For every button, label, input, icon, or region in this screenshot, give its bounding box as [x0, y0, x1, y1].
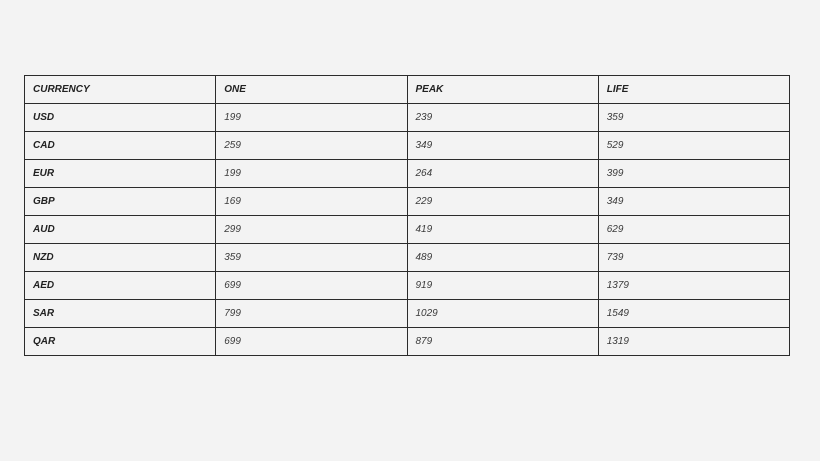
peak-price-cell: 349: [407, 132, 598, 160]
peak-price-cell: 419: [407, 216, 598, 244]
life-price-cell: 1319: [598, 328, 789, 356]
one-price-cell: 699: [216, 328, 407, 356]
currency-cell: EUR: [25, 160, 216, 188]
peak-price-cell: 264: [407, 160, 598, 188]
currency-price-table: [24, 75, 790, 356]
table-row: [25, 104, 790, 132]
life-price-cell: 1379: [598, 272, 789, 300]
table-row: [25, 328, 790, 356]
currency-cell: AED: [25, 272, 216, 300]
table-row: [25, 132, 790, 160]
peak-price-cell: 489: [407, 244, 598, 272]
one-price-cell: 359: [216, 244, 407, 272]
life-price-cell: 349: [598, 188, 789, 216]
table-row: [25, 244, 790, 272]
currency-cell: GBP: [25, 188, 216, 216]
life-price-cell: 1549: [598, 300, 789, 328]
table-row: [25, 188, 790, 216]
column-header-one: ONE: [216, 76, 407, 104]
column-header-currency: CURRENCY: [25, 76, 216, 104]
one-price-cell: 259: [216, 132, 407, 160]
one-price-cell: 699: [216, 272, 407, 300]
currency-cell: SAR: [25, 300, 216, 328]
one-price-cell: 199: [216, 104, 407, 132]
currency-cell: USD: [25, 104, 216, 132]
table-row: [25, 300, 790, 328]
currency-cell: NZD: [25, 244, 216, 272]
life-price-cell: 359: [598, 104, 789, 132]
peak-price-cell: 229: [407, 188, 598, 216]
life-price-cell: 629: [598, 216, 789, 244]
table-row: [25, 216, 790, 244]
currency-cell: AUD: [25, 216, 216, 244]
currency-cell: CAD: [25, 132, 216, 160]
one-price-cell: 299: [216, 216, 407, 244]
life-price-cell: 529: [598, 132, 789, 160]
peak-price-cell: 239: [407, 104, 598, 132]
one-price-cell: 199: [216, 160, 407, 188]
table-row: [25, 160, 790, 188]
peak-price-cell: 919: [407, 272, 598, 300]
column-header-life: LIFE: [598, 76, 789, 104]
peak-price-cell: 879: [407, 328, 598, 356]
peak-price-cell: 1029: [407, 300, 598, 328]
one-price-cell: 799: [216, 300, 407, 328]
table-header-row: [25, 76, 790, 104]
life-price-cell: 739: [598, 244, 789, 272]
column-header-peak: PEAK: [407, 76, 598, 104]
life-price-cell: 399: [598, 160, 789, 188]
table-row: [25, 272, 790, 300]
currency-cell: QAR: [25, 328, 216, 356]
one-price-cell: 169: [216, 188, 407, 216]
